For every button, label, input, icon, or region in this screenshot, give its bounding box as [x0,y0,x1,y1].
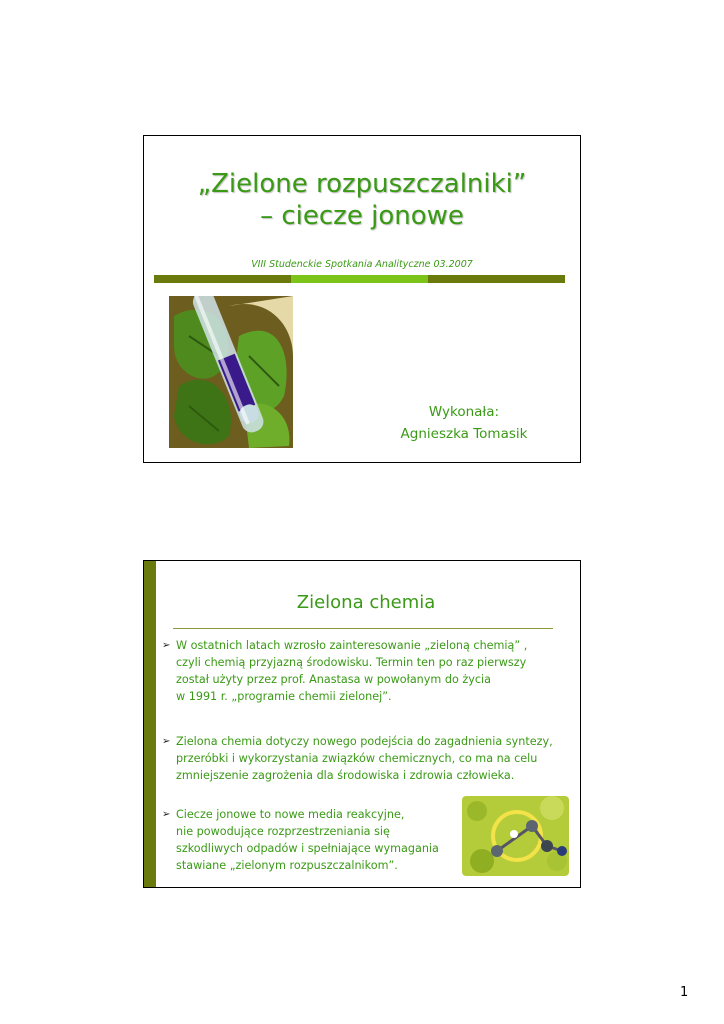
page-number: 1 [680,985,689,1000]
bullet-line: został użyty przez prof. Anastasa w powołanym do życia [176,673,491,686]
molecule-image [462,796,569,876]
bullet-line: w 1991 r. „programie chemii zielonej”. [176,690,392,703]
bar-segment [291,275,428,283]
bullet-line: zmniejszenie zagrożenia dla środowiska i zdrowia człowieka. [176,769,515,782]
title-slide [143,135,581,463]
slide-title-line2: – ciecze jonowe [260,201,464,231]
arrow-bullet-icon: ➢ [162,809,171,820]
decorative-bars [154,275,565,283]
slide-subtitle: VIII Studenckie Spotkania Analityczne 03.2007 [251,259,473,270]
bullet-line: W ostatnich latach wzrosło zainteresowanie „zieloną chemią” , [176,639,528,652]
bullet-line: stawiane „zielonym rozpuszczalnikom”. [176,859,398,872]
bullet-item-1 [162,637,582,705]
title-divider [173,628,553,629]
author-name: Agnieszka Tomasik [400,426,528,442]
bullet-line: Ciecze jonowe to nowe media reakcyjne, [176,808,405,821]
bullet-line: szkodliwych odpadów i spełniające wymagania [176,842,439,855]
bullet-item-2 [162,733,582,784]
bar-segment [428,275,565,283]
arrow-bullet-icon: ➢ [162,640,171,651]
bullet-line: przeróbki i wykorzystania związków chemicznych, co ma na celu [176,752,538,765]
bar-segment [154,275,291,283]
slide-title-line1: „Zielone rozpuszczalniki” [197,169,527,199]
test-tube-leaves-photo [169,296,293,448]
green-chemistry-slide [143,560,581,888]
slide-left-bar [144,561,156,887]
author-label: Wykonała: [428,404,500,420]
slide-title: Zielona chemia [296,592,436,613]
bullet-line: nie powodujące rozprzestrzeniania się [176,825,390,838]
bullet-line: czyli chemią przyjazną środowisku. Termin ten po raz pierwszy [176,656,527,669]
arrow-bullet-icon: ➢ [162,736,171,747]
bullet-line: Zielona chemia dotyczy nowego podejścia do zagadnienia syntezy, [176,735,553,748]
